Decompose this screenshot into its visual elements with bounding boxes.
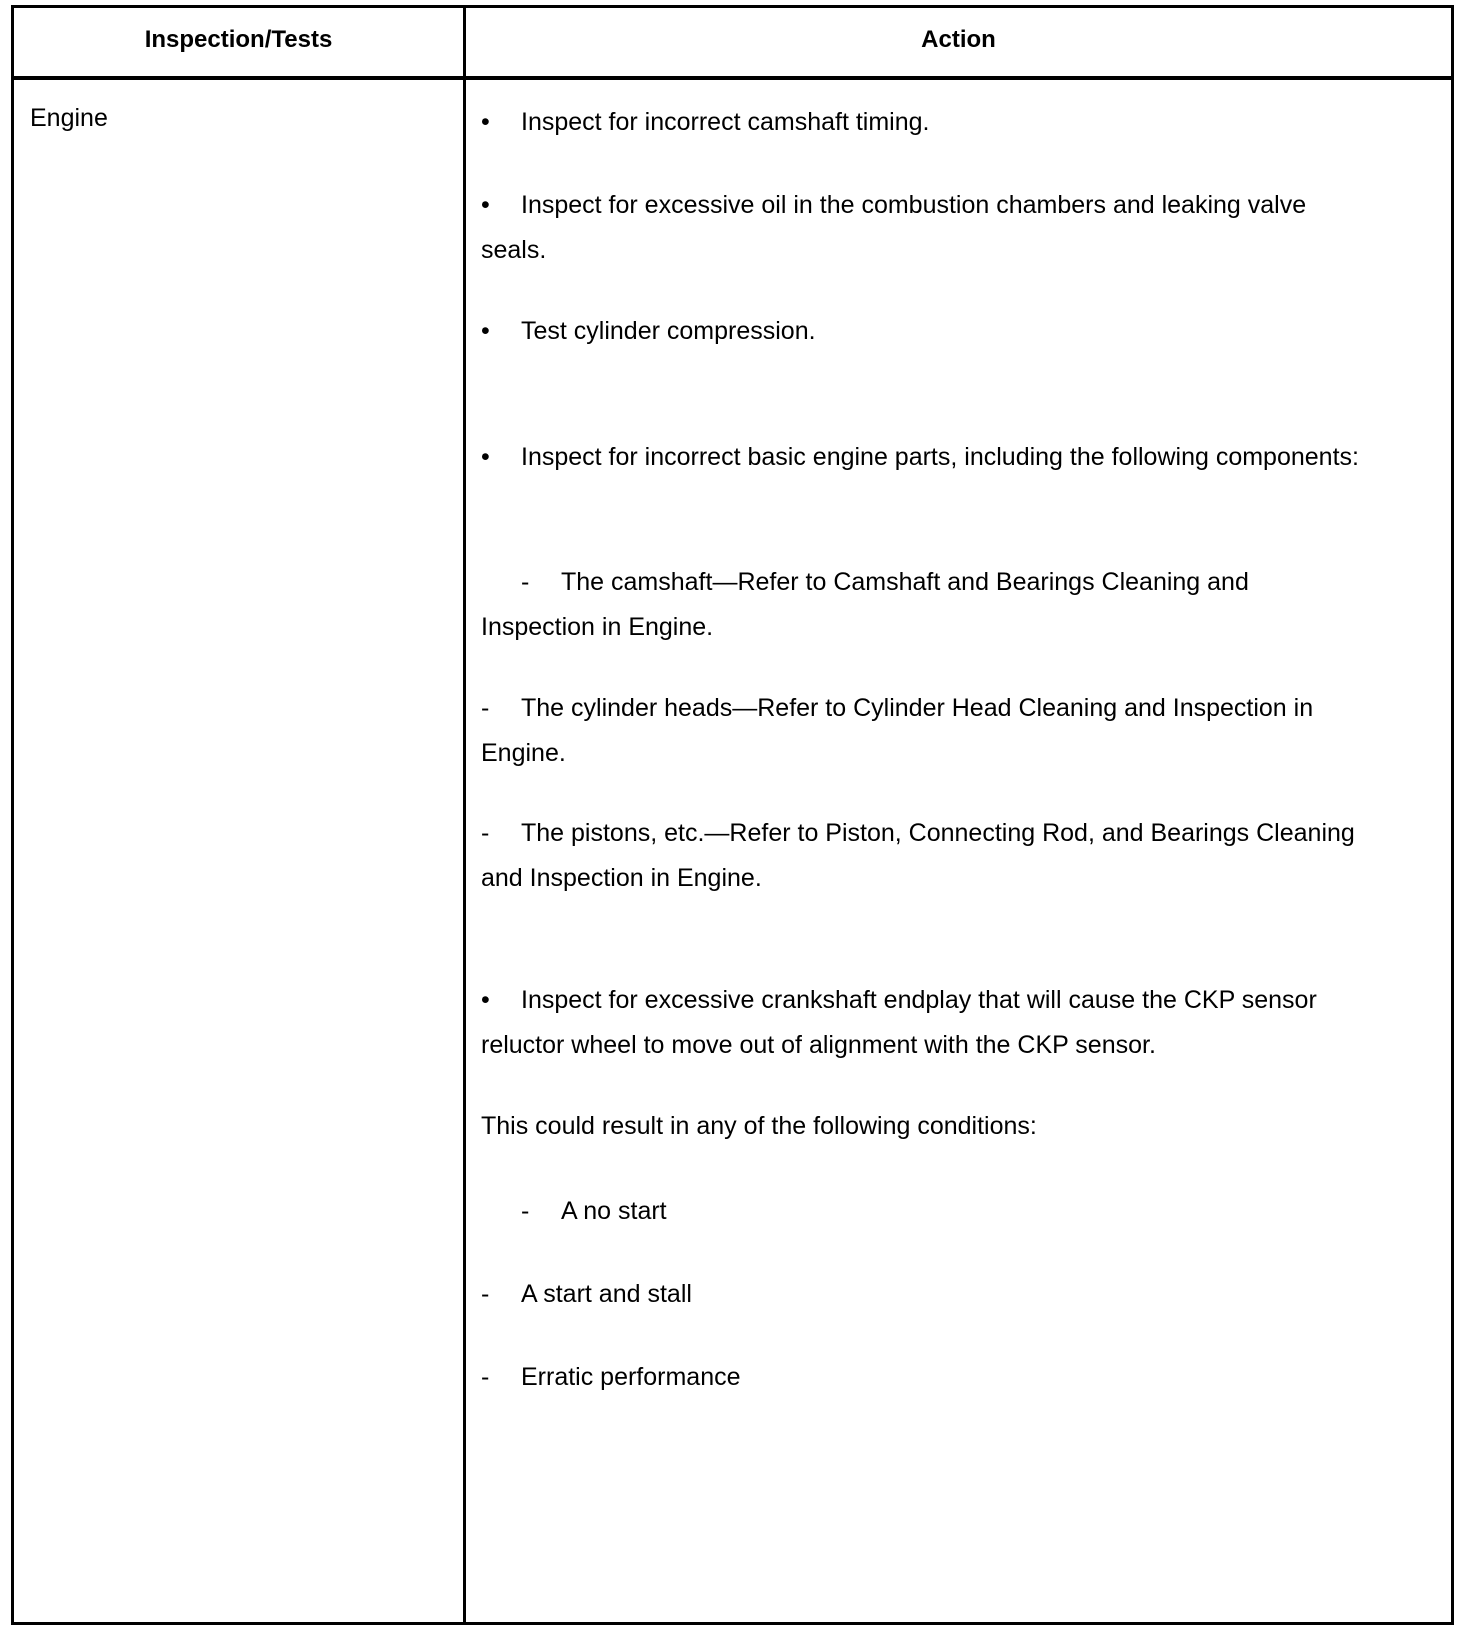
- action-subitem: - Erratic performance: [481, 1355, 1361, 1400]
- dash-mark: -: [481, 819, 490, 847]
- inspection-cell-engine: Engine: [30, 104, 108, 132]
- dash-mark: -: [481, 1363, 490, 1391]
- action-subitem: - A no start: [481, 1189, 1361, 1234]
- bullet-mark: •: [481, 986, 490, 1014]
- header-divider: [14, 76, 1451, 80]
- action-subitem: - The pistons, etc.—Refer to Piston, Connecting Rod, and Bearings Cleaning and Inspection in Engine.: [481, 811, 1361, 901]
- action-subitem: - The camshaft—Refer to Camshaft and Bearings Cleaning and Inspection in Engine.: [481, 560, 1361, 650]
- action-subitem: - A start and stall: [481, 1272, 1361, 1317]
- bullet-mark: •: [481, 191, 490, 219]
- dash-mark: -: [521, 1197, 530, 1225]
- bullet-mark: •: [481, 108, 490, 136]
- dash-mark: -: [521, 568, 530, 596]
- dash-mark: -: [481, 694, 490, 722]
- action-item: • Inspect for incorrect camshaft timing.: [481, 100, 1361, 145]
- inspection-table: [11, 5, 1454, 1625]
- action-subitem: - The cylinder heads—Refer to Cylinder Head Cleaning and Inspection in Engine.: [481, 686, 1361, 776]
- dash-mark: -: [481, 1280, 490, 1308]
- bullet-mark: •: [481, 443, 490, 471]
- action-item: • Inspect for excessive crankshaft endplay that will cause the CKP sensor reluctor wheel to move out of alignment with the CKP sensor.: [481, 978, 1361, 1068]
- action-item: • Inspect for excessive oil in the combustion chambers and leaking valve seals.: [481, 183, 1361, 273]
- column-divider: [463, 8, 466, 1622]
- header-action: Action: [921, 26, 996, 53]
- action-item: • Test cylinder compression.: [481, 309, 1361, 354]
- bullet-mark: •: [481, 317, 490, 345]
- action-item: • Inspect for incorrect basic engine parts, including the following components:: [481, 435, 1361, 480]
- header-inspection-tests: Inspection/Tests: [144, 26, 333, 53]
- action-note: This could result in any of the following conditions:: [481, 1112, 1037, 1140]
